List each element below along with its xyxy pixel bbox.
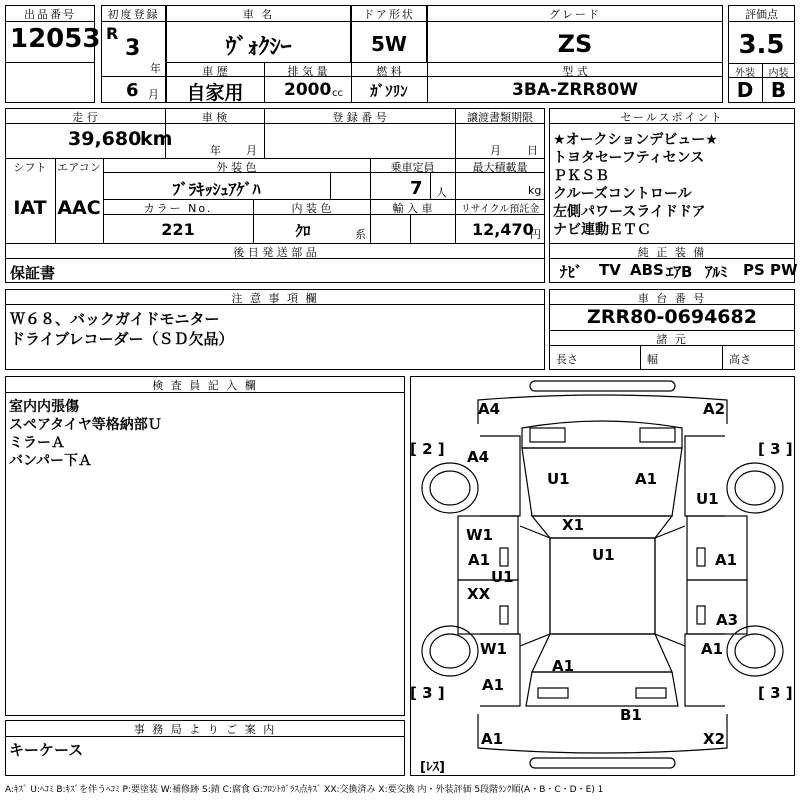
sales-point-1: ★オークションデビュー★ [553, 132, 718, 148]
legend: A:ｷｽﾞ U:ﾍｺﾐ B:ｷｽﾞを伴うﾍｺﾐ P:要塗装 W:補修跡 S:錆 C:腐食 G:ﾌﾛﾝﾄｶﾞﾗｽ点ｷｽﾞ XX:交換済み X:要交換 内・外装評価 5段階ﾗﾝｸ順(A・B・C・D・E) 1 [5, 785, 604, 795]
era: R [106, 24, 119, 43]
equipment-label: 純 正 装 備 [637, 246, 707, 259]
mark-rear-hatch: A1 [552, 657, 575, 675]
inspection-label: 車 検 [201, 111, 228, 124]
mark-hood-right: A1 [635, 470, 658, 488]
mark-windshield: X1 [562, 516, 585, 534]
score: 3.5 [738, 30, 785, 60]
capacity: 7 [410, 178, 423, 199]
equipment-ps: PS [743, 261, 765, 279]
lot-number: 12053 [10, 24, 101, 54]
mileage: 39,680 [68, 128, 142, 150]
history: 自家用 [186, 82, 244, 104]
office-label: 事 務 局 よ り ご 案 内 [133, 723, 277, 736]
door-label: ドア形状 [363, 8, 415, 21]
first-reg-label: 初度登録 [107, 8, 160, 21]
mark-rear-fender-right: A1 [701, 640, 724, 658]
displacement-label: 排 気 量 [287, 65, 328, 78]
interior-color: ｸﾛ [295, 222, 311, 240]
load-label: 最大積載量 [472, 161, 528, 174]
model-label: 型 式 [562, 65, 588, 78]
tire-rear-left: [ 3 ] [410, 684, 445, 702]
sales-point-5: 左側パワースライドドア [553, 204, 706, 220]
sales-points-label: セールスポイント [620, 111, 724, 124]
mark-rear-door-right: A3 [716, 611, 739, 629]
history-label: 車 歴 [202, 65, 228, 78]
sales-point-2: トヨタセーフティセンス [553, 150, 705, 166]
inspector-line-4: バンパー下Ａ [9, 453, 93, 469]
chassis-number: ZRR80-0694682 [587, 306, 757, 328]
office-text: キーケース [9, 741, 84, 759]
month: 6 [126, 80, 139, 101]
plate-label: 登 録 番 号 [332, 111, 387, 124]
mark-fender-front-right: U1 [696, 490, 719, 508]
equipment-airbag: ｴｱB [666, 263, 693, 281]
score-label: 評価点 [745, 8, 778, 21]
fuel-label: 燃 料 [376, 65, 402, 78]
fuel: ｶﾞｿﾘﾝ [370, 82, 408, 100]
equipment-alloy: ｱﾙﾐ [705, 263, 728, 281]
model: 3BA-ZRR80W [512, 80, 638, 100]
deferred-parts: 保証書 [10, 264, 56, 282]
mileage-label: 走 行 [72, 111, 98, 124]
mark-rear-fender-left-2: A1 [482, 676, 505, 694]
tire-spare: [ﾚｽ] [420, 760, 445, 775]
mark-back-door: B1 [620, 706, 642, 724]
int-score: B [770, 78, 787, 102]
car-name: ｳﾞｫｸｼｰ [225, 35, 292, 60]
deferred-label: 後 日 発 送 部 品 [233, 246, 317, 259]
notes-label: 注 意 事 項 欄 [231, 292, 319, 305]
mark-pillar-left: U1 [491, 568, 514, 586]
mark-front-door-right: A1 [715, 551, 738, 569]
mark-rear-bumper-left: A1 [481, 730, 504, 748]
spec-label: 諸 元 [656, 333, 688, 346]
car-diagram [410, 376, 795, 776]
mark-front-bumper-right: A2 [703, 400, 726, 418]
load-unit: kg [528, 184, 542, 197]
import-label: 輸 入 車 [392, 202, 433, 215]
transfer-month: 月 [490, 144, 501, 157]
color-no-label: カラー No. [143, 202, 213, 215]
equipment-abs: ABS [630, 261, 664, 279]
mileage-unit: km [140, 128, 173, 150]
tire-front-left: [ 2 ] [410, 440, 445, 458]
mark-rear-bumper-right: X2 [703, 730, 726, 748]
inspector-label: 検 査 員 記 入 欄 [152, 379, 258, 392]
sales-point-4: クルーズコントロール [553, 186, 692, 202]
capacity-unit: 人 [436, 186, 447, 199]
exterior-color: ﾌﾞﾗｷｯｼｭｱｹﾞﾊ [172, 180, 261, 199]
tire-front-right: [ 3 ] [758, 440, 793, 458]
grade: ZS [557, 30, 593, 58]
transfer-label: 譲渡書類期限 [467, 111, 533, 124]
interior-label: 内 装 色 [291, 202, 332, 215]
recycle-label: リサイクル預託金 [460, 204, 540, 215]
displacement: 2000 [284, 80, 332, 100]
shift-label: シフト [13, 161, 47, 174]
inspector-line-2: スペアタイヤ等格納部Ｕ [9, 417, 162, 433]
mark-front-door-left-1: W1 [466, 526, 493, 544]
inspector-line-1: 室内内張傷 [9, 399, 79, 415]
chassis-label: 車 台 番 号 [637, 292, 707, 305]
mark-front-door-left-2: A1 [468, 551, 491, 569]
inspection-year: 年 [210, 144, 221, 157]
mark-hood-left: U1 [547, 470, 570, 488]
lot-sub-box [5, 62, 95, 103]
mark-rear-fender-left-1: W1 [480, 640, 507, 658]
inspection-month: 月 [246, 144, 257, 157]
transfer-day: 日 [527, 144, 538, 157]
capacity-label: 乗車定員 [390, 161, 435, 174]
month-unit: 月 [148, 88, 159, 101]
mark-rear-door-left: XX [467, 585, 491, 603]
tire-rear-right: [ 3 ] [758, 684, 793, 702]
color-number: 221 [161, 220, 195, 239]
recycle-unit: 円 [530, 228, 541, 241]
ac: AAC [57, 197, 101, 219]
door-type: 5W [371, 32, 407, 56]
grade-label: グレード [549, 8, 601, 21]
recycle-fee: 12,470 [472, 220, 534, 239]
interior-unit: 系 [355, 228, 366, 241]
length-label: 長さ [556, 353, 578, 366]
sales-point-6: ナビ連動ＥＴＣ [553, 222, 651, 238]
year-unit: 年 [150, 62, 161, 75]
notes-line-2: ドライブレコーダー（ＳＤ欠品） [10, 330, 234, 348]
inspector-line-3: ミラーＡ [9, 435, 65, 451]
notes-line-1: Ｗ６８、バックガイドモニター [10, 310, 220, 328]
equipment-pw: PW [770, 261, 798, 279]
car-name-label: 車 名 [242, 8, 275, 21]
shift: IAT [13, 197, 47, 219]
mark-roof: U1 [592, 546, 615, 564]
ext-score: D [736, 78, 754, 102]
width-label: 幅 [647, 353, 658, 366]
int-label: 内装 [768, 68, 789, 79]
displacement-unit: cc [332, 88, 343, 99]
sales-point-3: ＰＫＳＢ [553, 168, 609, 184]
equipment-tv: TV [599, 261, 621, 279]
color-label: 外 装 色 [216, 161, 257, 174]
ac-label: エアコン [57, 161, 101, 174]
mark-fender-front-left: A4 [467, 448, 490, 466]
era-year: 3 [125, 36, 141, 61]
mark-front-bumper-left: A4 [478, 400, 501, 418]
height-label: 高さ [729, 353, 751, 366]
equipment-navi: ﾅﾋﾞ [560, 263, 583, 281]
lot-label: 出品番号 [24, 8, 76, 21]
ext-label: 外装 [735, 68, 755, 79]
